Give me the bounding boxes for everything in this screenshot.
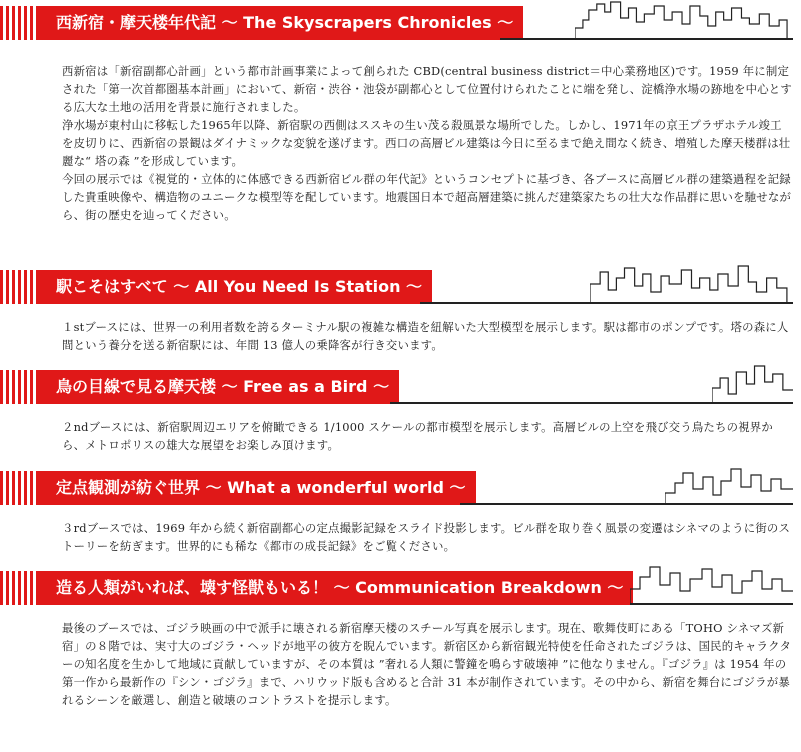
section-body [62, 619, 792, 709]
header-stripes [0, 270, 36, 304]
section-header [0, 0, 801, 40]
header-stripes [0, 6, 36, 40]
section-header [0, 364, 801, 404]
section-title: 造る人類がいれば、壊す怪獣もいる！ ～ Communication Breakdown ～ [36, 571, 633, 605]
section-body [62, 519, 792, 555]
header-stripes [0, 471, 36, 505]
section-station [0, 264, 801, 352]
paragraph: 浄水場が東村山に移転した1965年以降、新宿駅の西側はススキの生い茂る殺風景な場所でした。しかし、1971年の京王プラザホテル竣工を皮切りに、西新宿の景観はダイナミックな変貌を遂げます。西口の高層ビル建築は今日に至るまで絶え間なく続き、増殖した摩天楼群は壮麗な“ 塔の森 ”を形成しています。 [62, 118, 791, 168]
section-body [62, 62, 792, 224]
paragraph: ３rdブースでは、1969 年から続く新宿副都心の定点撮影記録をスライド投影します。ビル群を取り巻く風景の変遷はシネマのように街のストーリーを紡ぎます。世界的にも稀な《都市の成長記録》をご覧ください。 [62, 521, 791, 553]
section-body [62, 418, 792, 454]
paragraph: 西新宿は「新宿副都心計画」という都市計画事業によって創られた CBD(central business district＝中心業務地区)です。1959 年に制定された「第一次首都圏基本計画」において、新宿・渋谷・池袋が副都心として位置付けられたことに端を発し、淀橋浄水場の跡地を中心とする広大な土地の活用を背景に施行されました。 [62, 64, 792, 114]
section-body [62, 318, 792, 354]
section-header [0, 565, 801, 605]
skyline-icon [590, 264, 793, 304]
skyline-icon [575, 0, 793, 40]
section-wonderful-world [0, 465, 801, 553]
paragraph: １stブースには、世界一の利用者数を誇るターミナル駅の複雑な構造を紐解いた大型模型を展示します。駅は都市のポンプです。塔の森に人間という養分を送る新宿駅には、年間 13 億人の乗降客が行き交います。 [62, 320, 789, 352]
section-bird [0, 364, 801, 452]
section-title: 駅こそはすべて ～ All You Need Is Station ～ [36, 270, 432, 304]
skyline-icon [712, 364, 793, 404]
skyline-icon [665, 465, 793, 505]
paragraph: 最後のブースでは、ゴジラ映画の中で派手に壊される新宿摩天楼のスチール写真を展示します。現在、歌舞伎町にある「TOHO シネマズ新宿」の８階では、実寸大のゴジラ・ヘッドが地平の彼方を睨んでいます。新宿区から新宿観光特使を任命されたゴジラは、国民的キャラクターの知名度を生かして地域に貢献していますが、その本質は ”奢れる人類に警鐘を鳴らす破壊神 ”に他なりません。『ゴジラ』は 1954 年の第一作から最新作の『シン・ゴジラ』まで、ハリウッド版も含めると合計 31 本が制作されています。その中から、新宿を舞台にゴジラが暴れるシーンを厳選し、創造と破壊のコントラストを提示します。 [62, 621, 792, 707]
paragraph: ２ndブースには、新宿駅周辺エリアを俯瞰できる 1/1000 スケールの都市模型を展示します。高層ビルの上空を飛び交う鳥たちの視界から、メトロポリスの雄大な展望をお楽しみ頂けます。 [62, 420, 773, 452]
section-title: 鳥の目線で見る摩天楼 ～ Free as a Bird ～ [36, 370, 399, 404]
paragraph: 今回の展示では《視覚的・立体的に体感できる西新宿ビル群の年代記》というコンセプトに基づき、各ブースに高層ビル群の建築過程を記録した貴重映像や、構造物のユニークな模型等を配しています。地震国日本で超高層建築に挑んだ建築家たちの壮大な作品群に思いを馳せながら、街の歴史を辿ってください。 [62, 172, 792, 222]
section-title: 定点観測が紡ぐ世界 ～ What a wonderful world ～ [36, 471, 476, 505]
section-header [0, 264, 801, 304]
section-header [0, 465, 801, 505]
header-stripes [0, 571, 36, 605]
section-communication-breakdown [0, 565, 801, 707]
section-title: 西新宿・摩天楼年代記 ～ The Skyscrapers Chronicles ～ [36, 6, 523, 40]
section-chronicles [0, 0, 801, 222]
header-stripes [0, 370, 36, 404]
skyline-icon [630, 565, 793, 605]
